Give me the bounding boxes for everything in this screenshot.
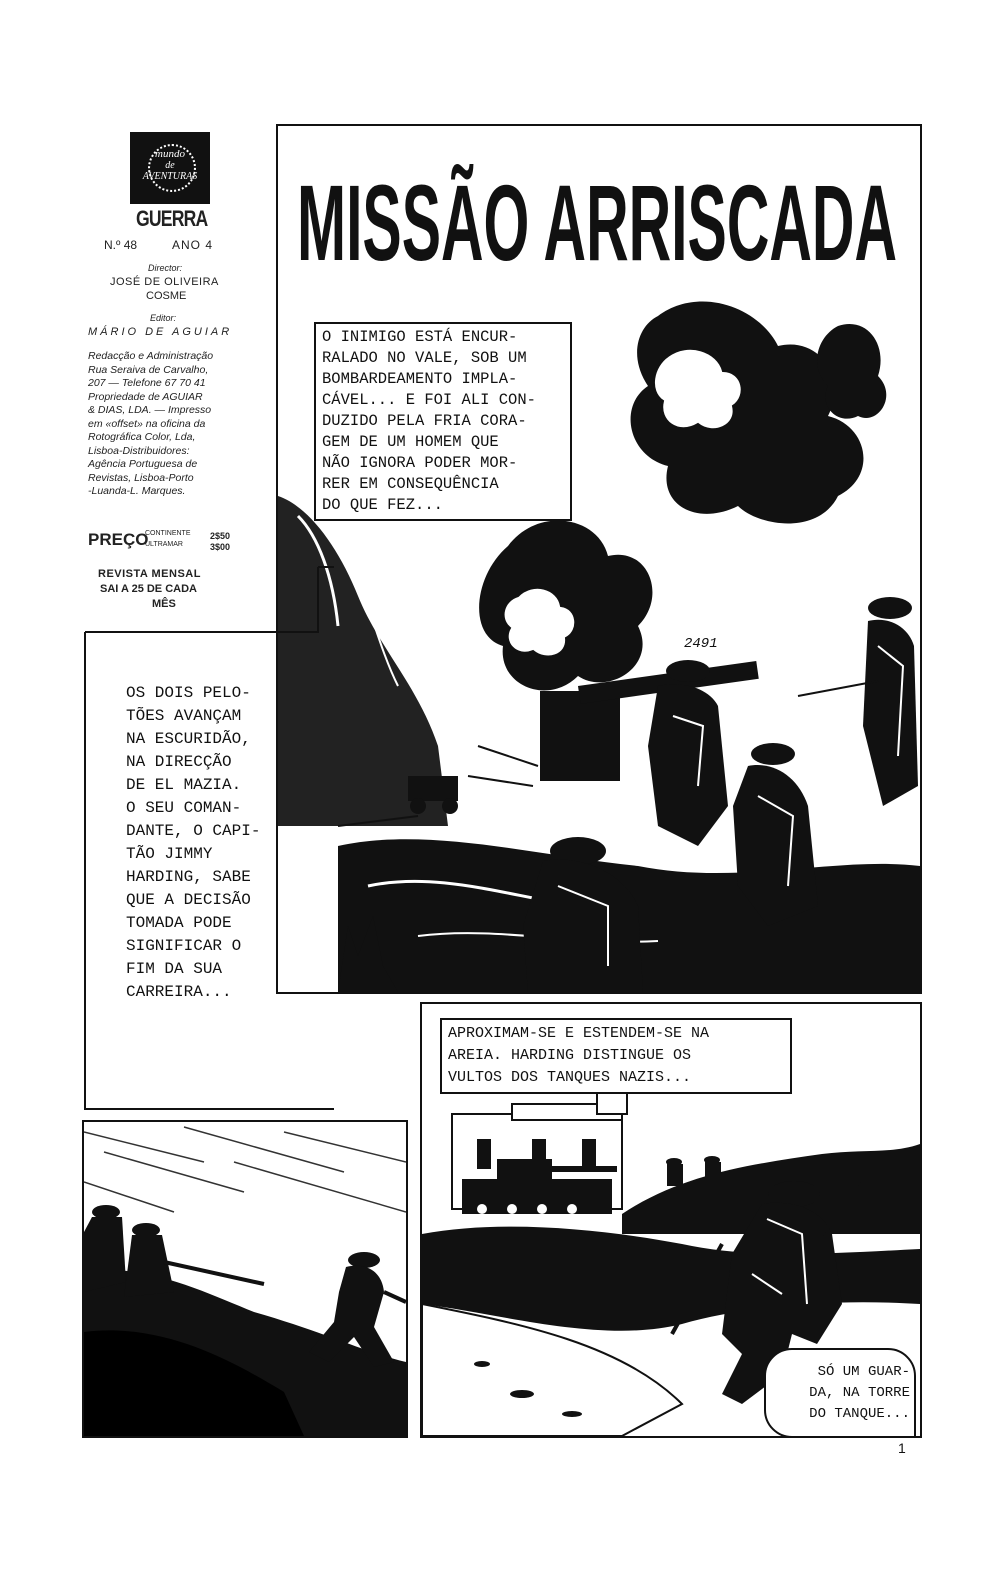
editor-label: Editor: xyxy=(150,313,177,323)
price-continent-label: CONTINENTE xyxy=(145,530,191,537)
director-name-2: COSME xyxy=(146,290,187,302)
panel-3-artwork xyxy=(84,1122,406,1436)
speech-balloon-text xyxy=(776,1362,910,1425)
price-continent-value: 2$50 xyxy=(210,531,231,541)
caption-line: O SEU COMAN- xyxy=(126,799,242,817)
caption-line: CÁVEL... E FOI ALI CON- xyxy=(322,391,536,409)
address-line: & DIAS, LDA. — Impresso xyxy=(88,404,212,416)
caption-line: AREIA. HARDING DISTINGUE OS xyxy=(448,1047,692,1064)
caption-line: APROXIMAM-SE E ESTENDEM-SE NA xyxy=(448,1025,710,1042)
panel-1-caption xyxy=(314,322,572,521)
price-overseas-value: 3$00 xyxy=(210,542,231,552)
balloon-line: DA, NA TORRE xyxy=(809,1385,910,1401)
balloon-line: SÓ UM GUAR- xyxy=(817,1364,910,1380)
caption-line: RALADO NO VALE, SOB UM xyxy=(322,349,527,367)
caption-line: TÕES AVANÇAM xyxy=(126,707,242,725)
balloon-line: DO TANQUE... xyxy=(809,1406,910,1422)
issue-number: N.º 48 xyxy=(104,238,138,252)
director-name-1: JOSÉ DE OLIVEIRA xyxy=(110,276,219,288)
story-title: MISSÃO ARRISCADA xyxy=(297,162,897,283)
caption-line: NA DIRECÇÃO xyxy=(126,753,232,771)
caption-line: DANTE, O CAPI- xyxy=(126,822,261,840)
issue-year: ANO 4 xyxy=(172,238,214,252)
caption-line: DO QUE FEZ... xyxy=(322,496,443,514)
logo-line-1: mundo xyxy=(155,148,185,160)
address-line: -Luanda-L. Marques. xyxy=(88,485,186,497)
address-line: Propriedade de AGUIAR xyxy=(88,390,203,403)
panel-2-caption xyxy=(126,682,326,1004)
caption-line: VULTOS DOS TANQUES NAZIS... xyxy=(448,1069,692,1086)
page-number: 1 xyxy=(898,1440,906,1456)
monthly-line-1: REVISTA MENSAL xyxy=(98,568,201,580)
caption-line: OS DOIS PELO- xyxy=(126,684,251,702)
director-label: Director: xyxy=(148,263,183,273)
address-line: Revistas, Lisboa-Porto xyxy=(88,471,194,484)
caption-line: NÃO IGNORA PODER MOR- xyxy=(322,454,518,472)
address-line: Rotográfica Color, Lda, xyxy=(88,431,196,443)
address-line: Agência Portuguesa de xyxy=(88,458,198,470)
publisher-logo xyxy=(130,132,210,204)
caption-line: TOMADA PODE xyxy=(126,914,232,932)
caption-line: DUZIDO PELA FRIA CORA- xyxy=(322,412,527,430)
series-name: GUERRA xyxy=(136,206,208,231)
logo-line-2: de xyxy=(165,160,175,171)
caption-line: GEM DE UM HOMEM QUE xyxy=(322,433,499,451)
caption-line: TÃO JIMMY xyxy=(126,845,213,863)
caption-line: FIM DA SUA xyxy=(126,960,223,978)
caption-line: SIGNIFICAR O xyxy=(126,937,242,955)
editor-name: MÁRIO DE AGUIAR xyxy=(88,326,233,338)
speech-balloon xyxy=(764,1348,916,1438)
address-line: em «offset» na oficina da xyxy=(88,417,206,430)
caption-line: RER EM CONSEQUÊNCIA xyxy=(322,475,499,493)
price-overseas-label: ULTRAMAR xyxy=(145,541,183,548)
story-title-area xyxy=(292,142,916,292)
address-line: Lisboa-Distribuidores: xyxy=(88,444,190,457)
monthly-line-2: SAI A 25 DE CADA xyxy=(100,583,197,595)
panel-4-caption xyxy=(440,1018,792,1094)
caption-line: BOMBARDEAMENTO IMPLA- xyxy=(322,370,518,388)
panel-3 xyxy=(82,1120,408,1438)
gun-marking: 2491 xyxy=(684,636,718,652)
caption-line: HARDING, SABE xyxy=(126,868,251,886)
address-line: 207 — Telefone 67 70 41 xyxy=(88,377,206,389)
caption-line: DE EL MAZIA. xyxy=(126,776,242,794)
monthly-line-3: MÊS xyxy=(152,598,176,610)
caption-line: CARREIRA... xyxy=(126,983,232,1001)
price-label: PREÇO xyxy=(88,530,149,549)
caption-line: O INIMIGO ESTÁ ENCUR- xyxy=(322,328,518,346)
panel-1 xyxy=(276,124,922,994)
address-line: Redacção e Administração xyxy=(88,350,214,362)
logo-line-3: AVENTURAS xyxy=(142,171,198,182)
caption-line: NA ESCURIDÃO, xyxy=(126,730,251,748)
caption-line: QUE A DECISÃO xyxy=(126,891,251,909)
story-title-svg xyxy=(292,142,902,292)
publisher-address xyxy=(88,350,258,499)
panel-4 xyxy=(420,1002,922,1438)
address-line: Rua Seraiva de Carvalho, xyxy=(88,363,209,376)
panel-2 xyxy=(84,566,334,1110)
